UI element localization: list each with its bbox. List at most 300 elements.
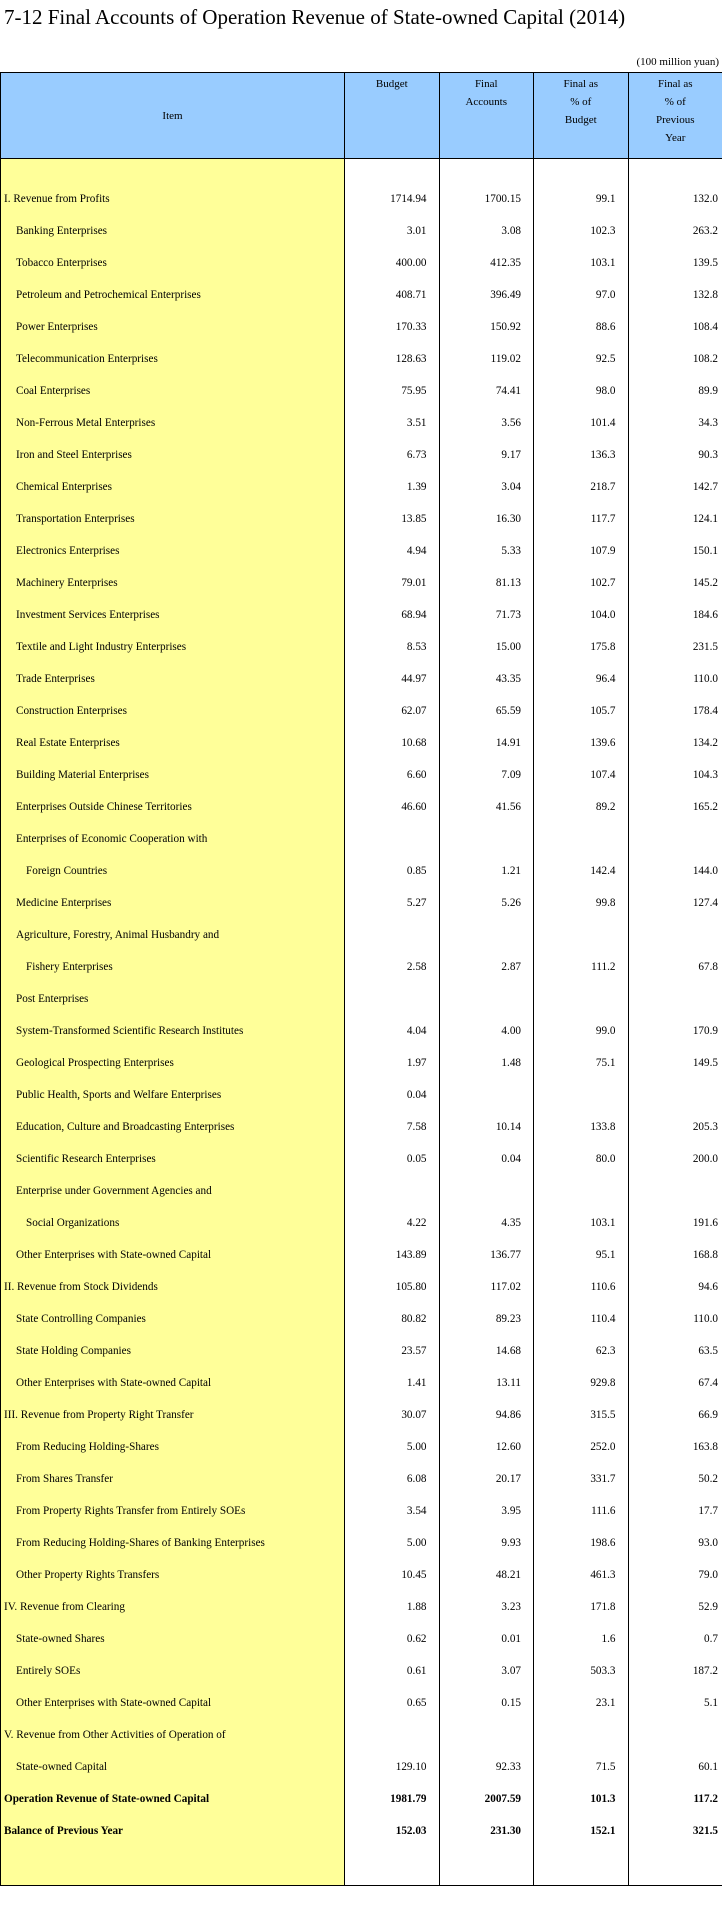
row-item-cell (1, 1079, 345, 1111)
pct-prev-year-cell: 124.1 (628, 503, 722, 535)
pct-budget-cell (534, 1719, 629, 1751)
final-accounts-cell: 92.33 (439, 1751, 534, 1783)
budget-cell: 1.88 (345, 1591, 440, 1623)
final-accounts-cell: 14.91 (439, 727, 534, 759)
pct-budget-cell: 104.0 (534, 599, 629, 631)
final-accounts-cell (439, 983, 534, 1015)
pct-budget-cell: 71.5 (534, 1751, 629, 1783)
table-row (1, 407, 722, 439)
row-item-label: Geological Prospecting Enterprises (16, 1057, 174, 1069)
row-item-label: Operation Revenue of State-owned Capital (4, 1793, 210, 1805)
row-item-label: Iron and Steel Enterprises (16, 449, 132, 461)
row-item-cell (1, 1687, 345, 1719)
final-accounts-cell (439, 1719, 534, 1751)
row-item-cell (1, 1719, 345, 1751)
row-item-label: From Shares Transfer (16, 1473, 113, 1485)
pct-prev-year-cell: 94.6 (628, 1271, 722, 1303)
final-accounts-cell: 1.48 (439, 1047, 534, 1079)
budget-cell: 0.61 (345, 1655, 440, 1687)
row-item-cell (1, 1495, 345, 1527)
budget-cell: 143.89 (345, 1239, 440, 1271)
budget-cell: 0.62 (345, 1623, 440, 1655)
row-item-cell (1, 1367, 345, 1399)
header-pct-prev-line: Final as (657, 78, 693, 90)
pct-budget-cell: 1.6 (534, 1623, 629, 1655)
row-item-label: Scientific Research Enterprises (16, 1153, 156, 1165)
row-item-cell (1, 407, 345, 439)
pct-budget-cell: 136.3 (534, 439, 629, 471)
pct-budget-cell (534, 919, 629, 951)
table-row (1, 215, 722, 247)
table-row (1, 1207, 722, 1239)
table-row (1, 1015, 722, 1047)
pct-budget-cell: 102.3 (534, 215, 629, 247)
table-row (1, 791, 722, 823)
row-item-cell (1, 1751, 345, 1783)
pct-prev-year-cell (628, 1719, 722, 1751)
budget-cell: 23.57 (345, 1335, 440, 1367)
final-accounts-cell: 9.93 (439, 1527, 534, 1559)
row-item-label: II. Revenue from Stock Dividends (4, 1281, 158, 1293)
table-row (1, 599, 722, 631)
pct-prev-year-cell: 50.2 (628, 1463, 722, 1495)
budget-cell: 10.45 (345, 1559, 440, 1591)
row-item-cell (1, 1175, 345, 1207)
pct-prev-year-cell: 104.3 (628, 759, 722, 791)
budget-cell: 5.00 (345, 1527, 440, 1559)
row-item-label: Trade Enterprises (16, 673, 95, 685)
table-row (1, 855, 722, 887)
pct-prev-year-cell (628, 823, 722, 855)
budget-cell: 4.04 (345, 1015, 440, 1047)
final-accounts-cell: 4.00 (439, 1015, 534, 1047)
budget-cell: 0.65 (345, 1687, 440, 1719)
table-row (1, 695, 722, 727)
budget-cell: 129.10 (345, 1751, 440, 1783)
pct-prev-year-cell: 110.0 (628, 663, 722, 695)
row-item-cell (1, 279, 345, 311)
table-row (1, 1815, 722, 1847)
pct-budget-cell: 101.4 (534, 407, 629, 439)
pct-prev-year-cell: 139.5 (628, 247, 722, 279)
row-item-label: III. Revenue from Property Right Transfer (4, 1409, 194, 1421)
final-accounts-cell (439, 823, 534, 855)
pct-prev-year-cell: 191.6 (628, 1207, 722, 1239)
header-pct-budget-line: % of (570, 96, 592, 108)
row-item-cell (1, 1463, 345, 1495)
final-accounts-cell: 150.92 (439, 311, 534, 343)
budget-cell: 6.08 (345, 1463, 440, 1495)
row-item-label: Other Enterprises with State-owned Capital (16, 1697, 212, 1709)
row-item-cell (1, 567, 345, 599)
row-item-cell (1, 471, 345, 503)
row-item-label: Building Material Enterprises (16, 769, 149, 781)
revenue-table-container (0, 72, 722, 1886)
pct-budget-cell: 99.1 (534, 183, 629, 215)
final-accounts-cell: 43.35 (439, 663, 534, 695)
pct-prev-year-cell: 178.4 (628, 695, 722, 727)
final-accounts-cell: 14.68 (439, 1335, 534, 1367)
table-row (1, 1463, 722, 1495)
final-accounts-cell: 412.35 (439, 247, 534, 279)
pct-prev-year-cell: 90.3 (628, 439, 722, 471)
pct-prev-year-cell: 200.0 (628, 1143, 722, 1175)
final-accounts-cell: 13.11 (439, 1367, 534, 1399)
table-row (1, 1079, 722, 1111)
row-item-label: Social Organizations (26, 1217, 120, 1229)
row-item-label: IV. Revenue from Clearing (4, 1601, 125, 1613)
row-item-label: State-owned Shares (16, 1633, 105, 1645)
pct-budget-cell (534, 983, 629, 1015)
pct-budget-cell: 111.6 (534, 1495, 629, 1527)
row-item-cell (1, 663, 345, 695)
row-item-cell (1, 215, 345, 247)
pct-budget-cell: 105.7 (534, 695, 629, 727)
final-accounts-cell: 74.41 (439, 375, 534, 407)
table-row (1, 1335, 722, 1367)
final-accounts-cell: 1700.15 (439, 183, 534, 215)
header-final-accounts (439, 73, 534, 159)
budget-cell: 170.33 (345, 311, 440, 343)
pct-budget-cell: 95.1 (534, 1239, 629, 1271)
table-row (1, 1175, 722, 1207)
budget-cell (345, 1175, 440, 1207)
row-item-label: Public Health, Sports and Welfare Enterprises (16, 1089, 222, 1101)
row-item-label: Balance of Previous Year (4, 1825, 124, 1837)
row-item-cell (1, 727, 345, 759)
table-row (1, 1239, 722, 1271)
header-final-line: Accounts (465, 96, 508, 108)
table-row (1, 823, 722, 855)
row-item-label: I. Revenue from Profits (4, 193, 110, 205)
final-accounts-cell: 9.17 (439, 439, 534, 471)
pct-budget-cell: 97.0 (534, 279, 629, 311)
table-row (1, 279, 722, 311)
budget-cell (345, 1719, 440, 1751)
pct-budget-cell: 461.3 (534, 1559, 629, 1591)
header-pct-prev-line: % of (664, 96, 686, 108)
table-row (1, 375, 722, 407)
table-row (1, 343, 722, 375)
table-row (1, 503, 722, 535)
budget-cell: 1714.94 (345, 183, 440, 215)
pct-prev-year-cell: 144.0 (628, 855, 722, 887)
end-padding-cell (439, 1847, 534, 1886)
final-accounts-cell: 48.21 (439, 1559, 534, 1591)
spacer-row (1, 159, 722, 184)
pct-budget-cell: 175.8 (534, 631, 629, 663)
final-accounts-cell: 10.14 (439, 1111, 534, 1143)
row-item-cell (1, 1815, 345, 1847)
header-pct-budget-line: Final as (563, 78, 599, 90)
row-item-cell (1, 1047, 345, 1079)
row-item-label: Chemical Enterprises (16, 481, 112, 493)
final-accounts-cell: 2.87 (439, 951, 534, 983)
final-accounts-cell: 119.02 (439, 343, 534, 375)
budget-cell: 68.94 (345, 599, 440, 631)
row-item-label: Machinery Enterprises (16, 577, 118, 589)
pct-prev-year-cell: 149.5 (628, 1047, 722, 1079)
pct-budget-cell: 80.0 (534, 1143, 629, 1175)
row-item-cell (1, 1623, 345, 1655)
row-item-label: From Reducing Holding-Shares (16, 1441, 159, 1453)
final-accounts-cell: 65.59 (439, 695, 534, 727)
pct-prev-year-cell: 263.2 (628, 215, 722, 247)
row-item-label: Non-Ferrous Metal Enterprises (16, 417, 156, 429)
row-item-label: Medicine Enterprises (16, 897, 112, 909)
budget-cell: 152.03 (345, 1815, 440, 1847)
budget-cell: 8.53 (345, 631, 440, 663)
row-item-label: Foreign Countries (26, 865, 108, 877)
pct-prev-year-cell: 79.0 (628, 1559, 722, 1591)
budget-cell: 1.41 (345, 1367, 440, 1399)
budget-cell: 79.01 (345, 567, 440, 599)
row-item-cell (1, 375, 345, 407)
table-row (1, 1495, 722, 1527)
pct-budget-cell (534, 1175, 629, 1207)
row-item-cell (1, 631, 345, 663)
table-row (1, 727, 722, 759)
table-row (1, 983, 722, 1015)
row-item-label: Fishery Enterprises (26, 961, 113, 973)
budget-cell: 105.80 (345, 1271, 440, 1303)
row-item-cell (1, 983, 345, 1015)
pct-prev-year-cell: 93.0 (628, 1527, 722, 1559)
row-item-cell (1, 183, 345, 215)
pct-budget-cell: 117.7 (534, 503, 629, 535)
pct-budget-cell: 331.7 (534, 1463, 629, 1495)
table-row (1, 759, 722, 791)
pct-prev-year-cell: 142.7 (628, 471, 722, 503)
table-row (1, 1591, 722, 1623)
row-item-label: System-Transformed Scientific Research Institutes (16, 1025, 244, 1037)
final-accounts-cell: 20.17 (439, 1463, 534, 1495)
table-row (1, 1047, 722, 1079)
budget-cell: 4.94 (345, 535, 440, 567)
budget-cell (345, 823, 440, 855)
table-body (1, 159, 722, 1886)
table-row (1, 1687, 722, 1719)
budget-cell: 6.60 (345, 759, 440, 791)
row-item-cell (1, 439, 345, 471)
table-row (1, 439, 722, 471)
pct-budget-cell: 503.3 (534, 1655, 629, 1687)
row-item-cell (1, 1271, 345, 1303)
pct-prev-year-cell: 89.9 (628, 375, 722, 407)
pct-prev-year-cell (628, 919, 722, 951)
pct-budget-cell: 110.6 (534, 1271, 629, 1303)
budget-cell: 0.05 (345, 1143, 440, 1175)
row-item-cell (1, 1431, 345, 1463)
pct-budget-cell: 101.3 (534, 1783, 629, 1815)
table-row (1, 1431, 722, 1463)
budget-cell: 3.51 (345, 407, 440, 439)
pct-budget-cell: 99.0 (534, 1015, 629, 1047)
pct-budget-cell: 171.8 (534, 1591, 629, 1623)
table-row (1, 663, 722, 695)
final-accounts-cell: 71.73 (439, 599, 534, 631)
table-row (1, 1655, 722, 1687)
final-accounts-cell: 16.30 (439, 503, 534, 535)
row-item-label: Coal Enterprises (16, 385, 91, 397)
budget-cell: 13.85 (345, 503, 440, 535)
budget-cell: 80.82 (345, 1303, 440, 1335)
row-item-label: Enterprises Outside Chinese Territories (16, 801, 192, 813)
pct-prev-year-cell: 66.9 (628, 1399, 722, 1431)
final-accounts-cell: 3.08 (439, 215, 534, 247)
pct-prev-year-cell: 34.3 (628, 407, 722, 439)
pct-prev-year-cell: 205.3 (628, 1111, 722, 1143)
pct-budget-cell: 98.0 (534, 375, 629, 407)
table-row (1, 183, 722, 215)
budget-cell: 7.58 (345, 1111, 440, 1143)
pct-budget-cell: 99.8 (534, 887, 629, 919)
pct-budget-cell: 315.5 (534, 1399, 629, 1431)
row-item-cell (1, 887, 345, 919)
pct-budget-cell: 103.1 (534, 1207, 629, 1239)
pct-prev-year-cell: 132.8 (628, 279, 722, 311)
pct-budget-cell: 198.6 (534, 1527, 629, 1559)
final-accounts-cell: 396.49 (439, 279, 534, 311)
table-row (1, 1751, 722, 1783)
budget-cell: 400.00 (345, 247, 440, 279)
header-budget (345, 73, 440, 159)
pct-prev-year-cell: 108.4 (628, 311, 722, 343)
budget-cell: 30.07 (345, 1399, 440, 1431)
table-row (1, 1143, 722, 1175)
row-item-label: Other Property Rights Transfers (16, 1569, 160, 1581)
header-item: Item (1, 73, 345, 159)
budget-cell: 3.01 (345, 215, 440, 247)
row-item-label: V. Revenue from Other Activities of Operation of (4, 1729, 226, 1741)
final-accounts-cell: 5.26 (439, 887, 534, 919)
table-row (1, 1111, 722, 1143)
pct-budget-cell (534, 1079, 629, 1111)
final-accounts-cell: 3.07 (439, 1655, 534, 1687)
table-row (1, 1719, 722, 1751)
budget-cell: 2.58 (345, 951, 440, 983)
spacer-cell (1, 159, 345, 184)
pct-budget-cell: 88.6 (534, 311, 629, 343)
row-item-label: State Holding Companies (16, 1345, 131, 1357)
header-final-line: Final (474, 78, 498, 90)
final-accounts-cell: 81.13 (439, 567, 534, 599)
row-item-cell (1, 535, 345, 567)
row-item-cell (1, 343, 345, 375)
header-pct-prev-year (628, 73, 722, 159)
header-budget-label: Budget (375, 78, 408, 90)
table-row (1, 919, 722, 951)
pct-prev-year-cell: 63.5 (628, 1335, 722, 1367)
final-accounts-cell: 5.33 (439, 535, 534, 567)
pct-budget-cell: 929.8 (534, 1367, 629, 1399)
pct-budget-cell: 89.2 (534, 791, 629, 823)
table-row (1, 1303, 722, 1335)
budget-cell: 1.39 (345, 471, 440, 503)
row-item-cell (1, 1239, 345, 1271)
row-item-cell (1, 855, 345, 887)
budget-cell: 4.22 (345, 1207, 440, 1239)
row-item-cell (1, 695, 345, 727)
pct-prev-year-cell: 184.6 (628, 599, 722, 631)
pct-budget-cell: 103.1 (534, 247, 629, 279)
row-item-label: Other Enterprises with State-owned Capital (16, 1377, 212, 1389)
row-item-label: Telecommunication Enterprises (16, 353, 158, 365)
budget-cell: 1981.79 (345, 1783, 440, 1815)
row-item-label: Entirely SOEs (16, 1665, 81, 1677)
pct-prev-year-cell: 321.5 (628, 1815, 722, 1847)
budget-cell: 46.60 (345, 791, 440, 823)
pct-budget-cell: 75.1 (534, 1047, 629, 1079)
row-item-cell (1, 823, 345, 855)
pct-prev-year-cell: 163.8 (628, 1431, 722, 1463)
row-item-cell (1, 1143, 345, 1175)
budget-cell: 44.97 (345, 663, 440, 695)
pct-prev-year-cell (628, 983, 722, 1015)
final-accounts-cell: 117.02 (439, 1271, 534, 1303)
final-accounts-cell: 136.77 (439, 1239, 534, 1271)
final-accounts-cell: 7.09 (439, 759, 534, 791)
row-item-cell (1, 1399, 345, 1431)
row-item-label: Investment Services Enterprises (16, 609, 160, 621)
row-item-cell (1, 791, 345, 823)
pct-budget-cell: 92.5 (534, 343, 629, 375)
table-row (1, 1559, 722, 1591)
pct-prev-year-cell: 150.1 (628, 535, 722, 567)
final-accounts-cell: 2007.59 (439, 1783, 534, 1815)
row-item-label: Power Enterprises (16, 321, 98, 333)
pct-prev-year-cell: 17.7 (628, 1495, 722, 1527)
budget-cell: 5.27 (345, 887, 440, 919)
end-padding-cell (534, 1847, 629, 1886)
row-item-label: Electronics Enterprises (16, 545, 120, 557)
header-pct-prev-line: Year (665, 132, 686, 144)
row-item-cell (1, 1559, 345, 1591)
end-padding-row (1, 1847, 722, 1886)
pct-prev-year-cell: 187.2 (628, 1655, 722, 1687)
pct-budget-cell: 96.4 (534, 663, 629, 695)
pct-budget-cell: 139.6 (534, 727, 629, 759)
pct-budget-cell: 107.9 (534, 535, 629, 567)
pct-budget-cell: 133.8 (534, 1111, 629, 1143)
table-row (1, 887, 722, 919)
row-item-cell (1, 919, 345, 951)
row-item-cell (1, 1303, 345, 1335)
pct-budget-cell: 107.4 (534, 759, 629, 791)
pct-prev-year-cell (628, 1175, 722, 1207)
final-accounts-cell: 3.95 (439, 1495, 534, 1527)
pct-budget-cell: 218.7 (534, 471, 629, 503)
pct-prev-year-cell: 231.5 (628, 631, 722, 663)
row-item-label: Enterprise under Government Agencies and (16, 1185, 212, 1197)
row-item-label: From Property Rights Transfer from Entirely SOEs (16, 1505, 246, 1517)
table-row (1, 567, 722, 599)
pct-prev-year-cell: 165.2 (628, 791, 722, 823)
spacer-cell (345, 159, 440, 184)
table-row (1, 471, 722, 503)
page-title: 7-12 Final Accounts of Operation Revenue of State-owned Capital (2014) (4, 5, 626, 29)
table-row (1, 951, 722, 983)
final-accounts-cell (439, 919, 534, 951)
pct-prev-year-cell: 145.2 (628, 567, 722, 599)
header-pct-budget (534, 73, 629, 159)
budget-cell: 62.07 (345, 695, 440, 727)
pct-prev-year-cell: 5.1 (628, 1687, 722, 1719)
row-item-cell (1, 503, 345, 535)
row-item-cell (1, 1591, 345, 1623)
row-item-cell (1, 311, 345, 343)
spacer-cell (439, 159, 534, 184)
